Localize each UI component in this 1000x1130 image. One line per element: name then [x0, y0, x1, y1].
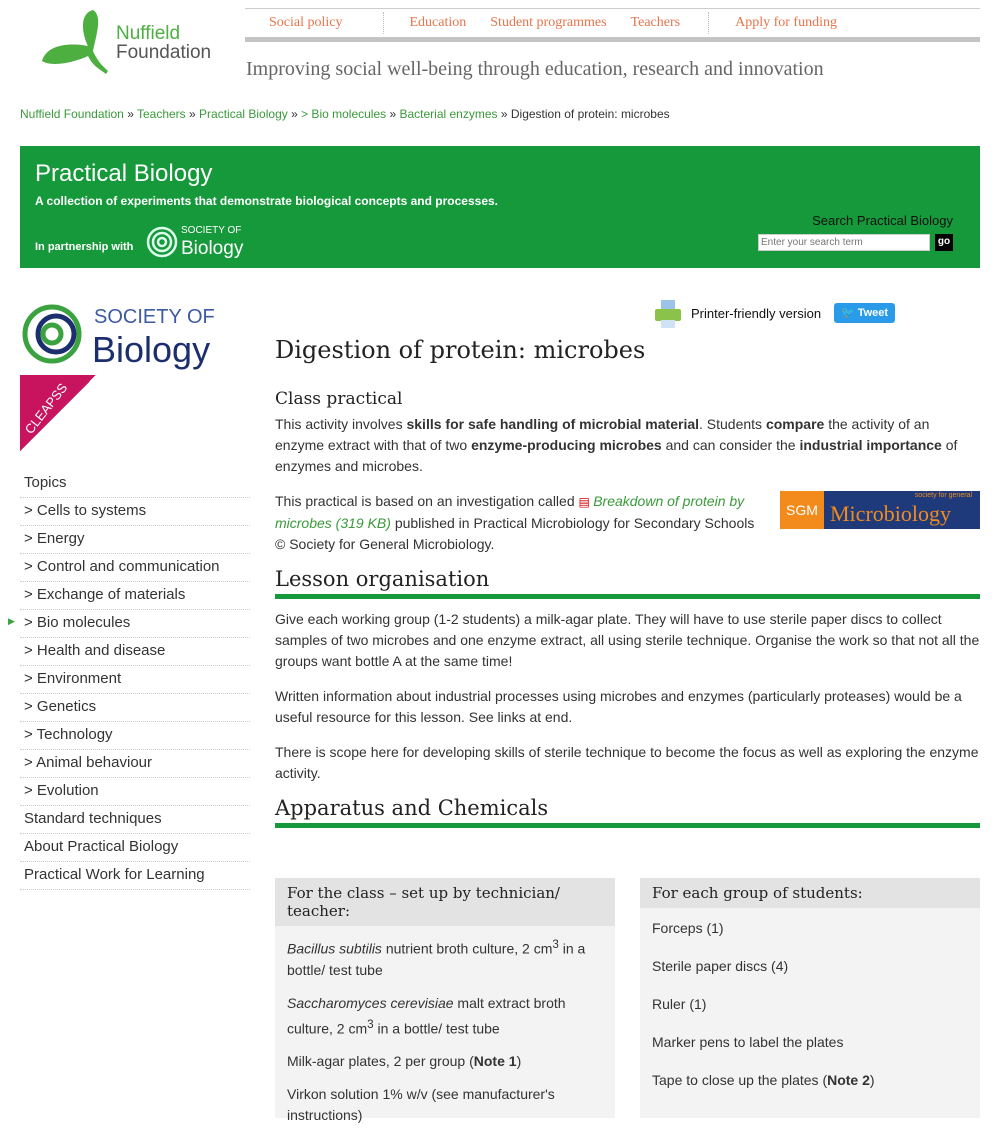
sidebar-item[interactable]: > Technology	[20, 722, 250, 750]
class-practical-heading: Class practical	[275, 389, 403, 409]
sidebar-item[interactable]: > Animal behaviour	[20, 750, 250, 778]
sob-rings-icon	[145, 224, 179, 260]
cleapss-text: CLEAPSS	[21, 380, 71, 437]
cleapss-logo[interactable]	[20, 375, 96, 451]
breadcrumb: Nuffield Foundation » Teachers » Practical Biology » > Bio molecules » Bacterial enzymes » Digestion of protein: microbes	[20, 107, 670, 121]
page-title: Digestion of protein: microbes	[275, 336, 646, 364]
pdf-link[interactable]: Breakdown of protein by microbes (319 KB)	[275, 493, 745, 531]
partnership-label: In partnership with	[35, 241, 134, 253]
seed-icon	[38, 6, 118, 76]
search-input[interactable]	[758, 234, 930, 251]
sidebar-item[interactable]: > Health and disease	[20, 638, 250, 666]
printer-icon[interactable]	[655, 300, 681, 328]
list-item: Bacillus subtilis nutrient broth culture, 2 $cm^3$ in a bottle/ test tube	[287, 938, 586, 978]
list-item: Virkon solution 1% w/v (see manufacturer's instructions)	[287, 1086, 555, 1124]
logo-text: Foundation	[116, 42, 212, 63]
tagline: Improving social well-being through education, research and innovation	[246, 58, 824, 80]
intro-paragraph: This activity involves skills for safe handling of microbial material. Students compare the activity of an enzyme extract with that of two enzyme-producing microbes and can consider the industrial importance of enzymes and microbes.	[275, 416, 958, 474]
sidebar-heading-topics[interactable]: Topics	[20, 470, 250, 498]
active-arrow-icon: ▶	[8, 616, 15, 626]
group-apparatus-box	[640, 878, 980, 1118]
crumb-link[interactable]: > Bio molecules	[301, 107, 387, 121]
lesson-heading: Lesson organisation	[275, 569, 980, 599]
sob-rings-icon	[22, 298, 86, 368]
banner-subtitle: A collection of experiments that demonstrate biological concepts and processes.	[35, 194, 499, 208]
twitter-bird-icon: 🐦	[840, 307, 858, 319]
sidebar-item[interactable]: > Environment	[20, 666, 250, 694]
sidebar-item[interactable]: Standard techniques	[20, 806, 250, 834]
nuffield-logo[interactable]	[38, 6, 228, 76]
list-item: Saccharomyces cerevisiae malt extract broth culture, 2 $cm^3$ in a bottle/ test tube	[287, 994, 566, 1037]
sob-text: SOCIETY OF	[94, 306, 215, 328]
sidebar-item[interactable]: > Cells to systems	[20, 498, 250, 526]
sidebar-item[interactable]: > Evolution	[20, 778, 250, 806]
logo-text: Nuffield	[116, 23, 181, 44]
sob-text: Biology	[181, 238, 244, 259]
banner	[20, 146, 980, 268]
lesson-paragraph: There is scope here for developing skills of sterile technique to become the focus as well as exploring the enzyme activity.	[275, 744, 979, 781]
society-of-biology-logo[interactable]	[145, 224, 255, 264]
nav-student-programmes[interactable]: Student programmes	[490, 15, 607, 30]
sob-text: SOCIETY OF	[181, 225, 242, 236]
tweet-button[interactable]	[834, 303, 895, 323]
nav-teachers[interactable]: Teachers	[630, 15, 681, 30]
list-item: Milk-agar plates, 2 per group (Note 1)	[287, 1053, 522, 1070]
class-apparatus-box	[275, 878, 615, 1124]
sgm-logo[interactable]	[780, 491, 980, 529]
sidebar-item[interactable]: > Control and communication	[20, 554, 250, 582]
list-item: Tape to close up the plates (Note 2)	[652, 1072, 875, 1088]
sidebar-item[interactable]: Practical Work for Learning	[20, 862, 250, 890]
based-on-paragraph: This practical is based on an investigation called ▤ Breakdown of protein by microbes (319 KB) published in Practical Microbiology for Secondary Schools © Society for General Microbiology.	[275, 493, 755, 552]
tweet-label: Tweet	[857, 307, 889, 319]
box-title: For the class – set up by technician/ teacher:	[275, 878, 615, 926]
search-go-button[interactable]: go	[935, 234, 953, 251]
sidebar-nav	[8, 470, 250, 890]
list-item: Marker pens to label the plates	[652, 1034, 844, 1050]
sgm-text: society for general	[914, 492, 972, 499]
sob-text: Biology	[92, 329, 211, 370]
pdf-icon: ▤	[578, 495, 594, 509]
list-item: Sterile paper discs (4)	[652, 958, 789, 974]
main-content	[275, 336, 980, 838]
sidebar-item[interactable]: > Genetics	[20, 694, 250, 722]
society-of-biology-logo[interactable]	[22, 298, 222, 370]
top-nav	[245, 8, 980, 42]
search-label: Search Practical Biology	[812, 213, 953, 228]
sidebar-item[interactable]: About Practical Biology	[20, 834, 250, 862]
printer-friendly-link[interactable]: Printer-friendly version	[691, 306, 822, 321]
nav-social-policy[interactable]: Social policy	[269, 15, 343, 30]
crumb-link[interactable]: Nuffield Foundation	[20, 107, 124, 121]
banner-title[interactable]: Practical Biology	[35, 160, 213, 187]
nav-apply-for-funding[interactable]: Apply for funding	[735, 15, 837, 30]
lesson-paragraph: Written information about industrial processes using microbes and enzymes (particularly proteases) would be a useful resource for this lesson. See links at end.	[275, 688, 962, 725]
sidebar-item[interactable]: > Energy	[20, 526, 250, 554]
lesson-paragraph: Give each working group (1-2 students) a milk-agar plate. They will have to use sterile paper discs to collect samples of two microbes and one enzyme extract, all using sterile technique. Organise the work so that not all the groups want bottle A at the same time!	[275, 611, 980, 669]
crumb-current: Digestion of protein: microbes	[510, 107, 670, 121]
list-item: Ruler (1)	[652, 996, 707, 1012]
apparatus-heading: Apparatus and Chemicals	[275, 798, 980, 828]
crumb-link[interactable]: Practical Biology	[199, 107, 288, 121]
crumb-link[interactable]: Bacterial enzymes	[399, 107, 498, 121]
sgm-text: SGM	[780, 491, 824, 529]
list-item: Forceps (1)	[652, 920, 724, 936]
sidebar-item[interactable]: > Exchange of materials	[20, 582, 250, 610]
crumb-link[interactable]: Teachers	[136, 107, 186, 121]
sgm-text: Microbiology	[830, 501, 951, 526]
nav-education[interactable]: Education	[409, 15, 467, 30]
sidebar-item[interactable]: ▶ > Bio molecules	[20, 610, 250, 638]
box-title: For each group of students:	[640, 878, 980, 908]
